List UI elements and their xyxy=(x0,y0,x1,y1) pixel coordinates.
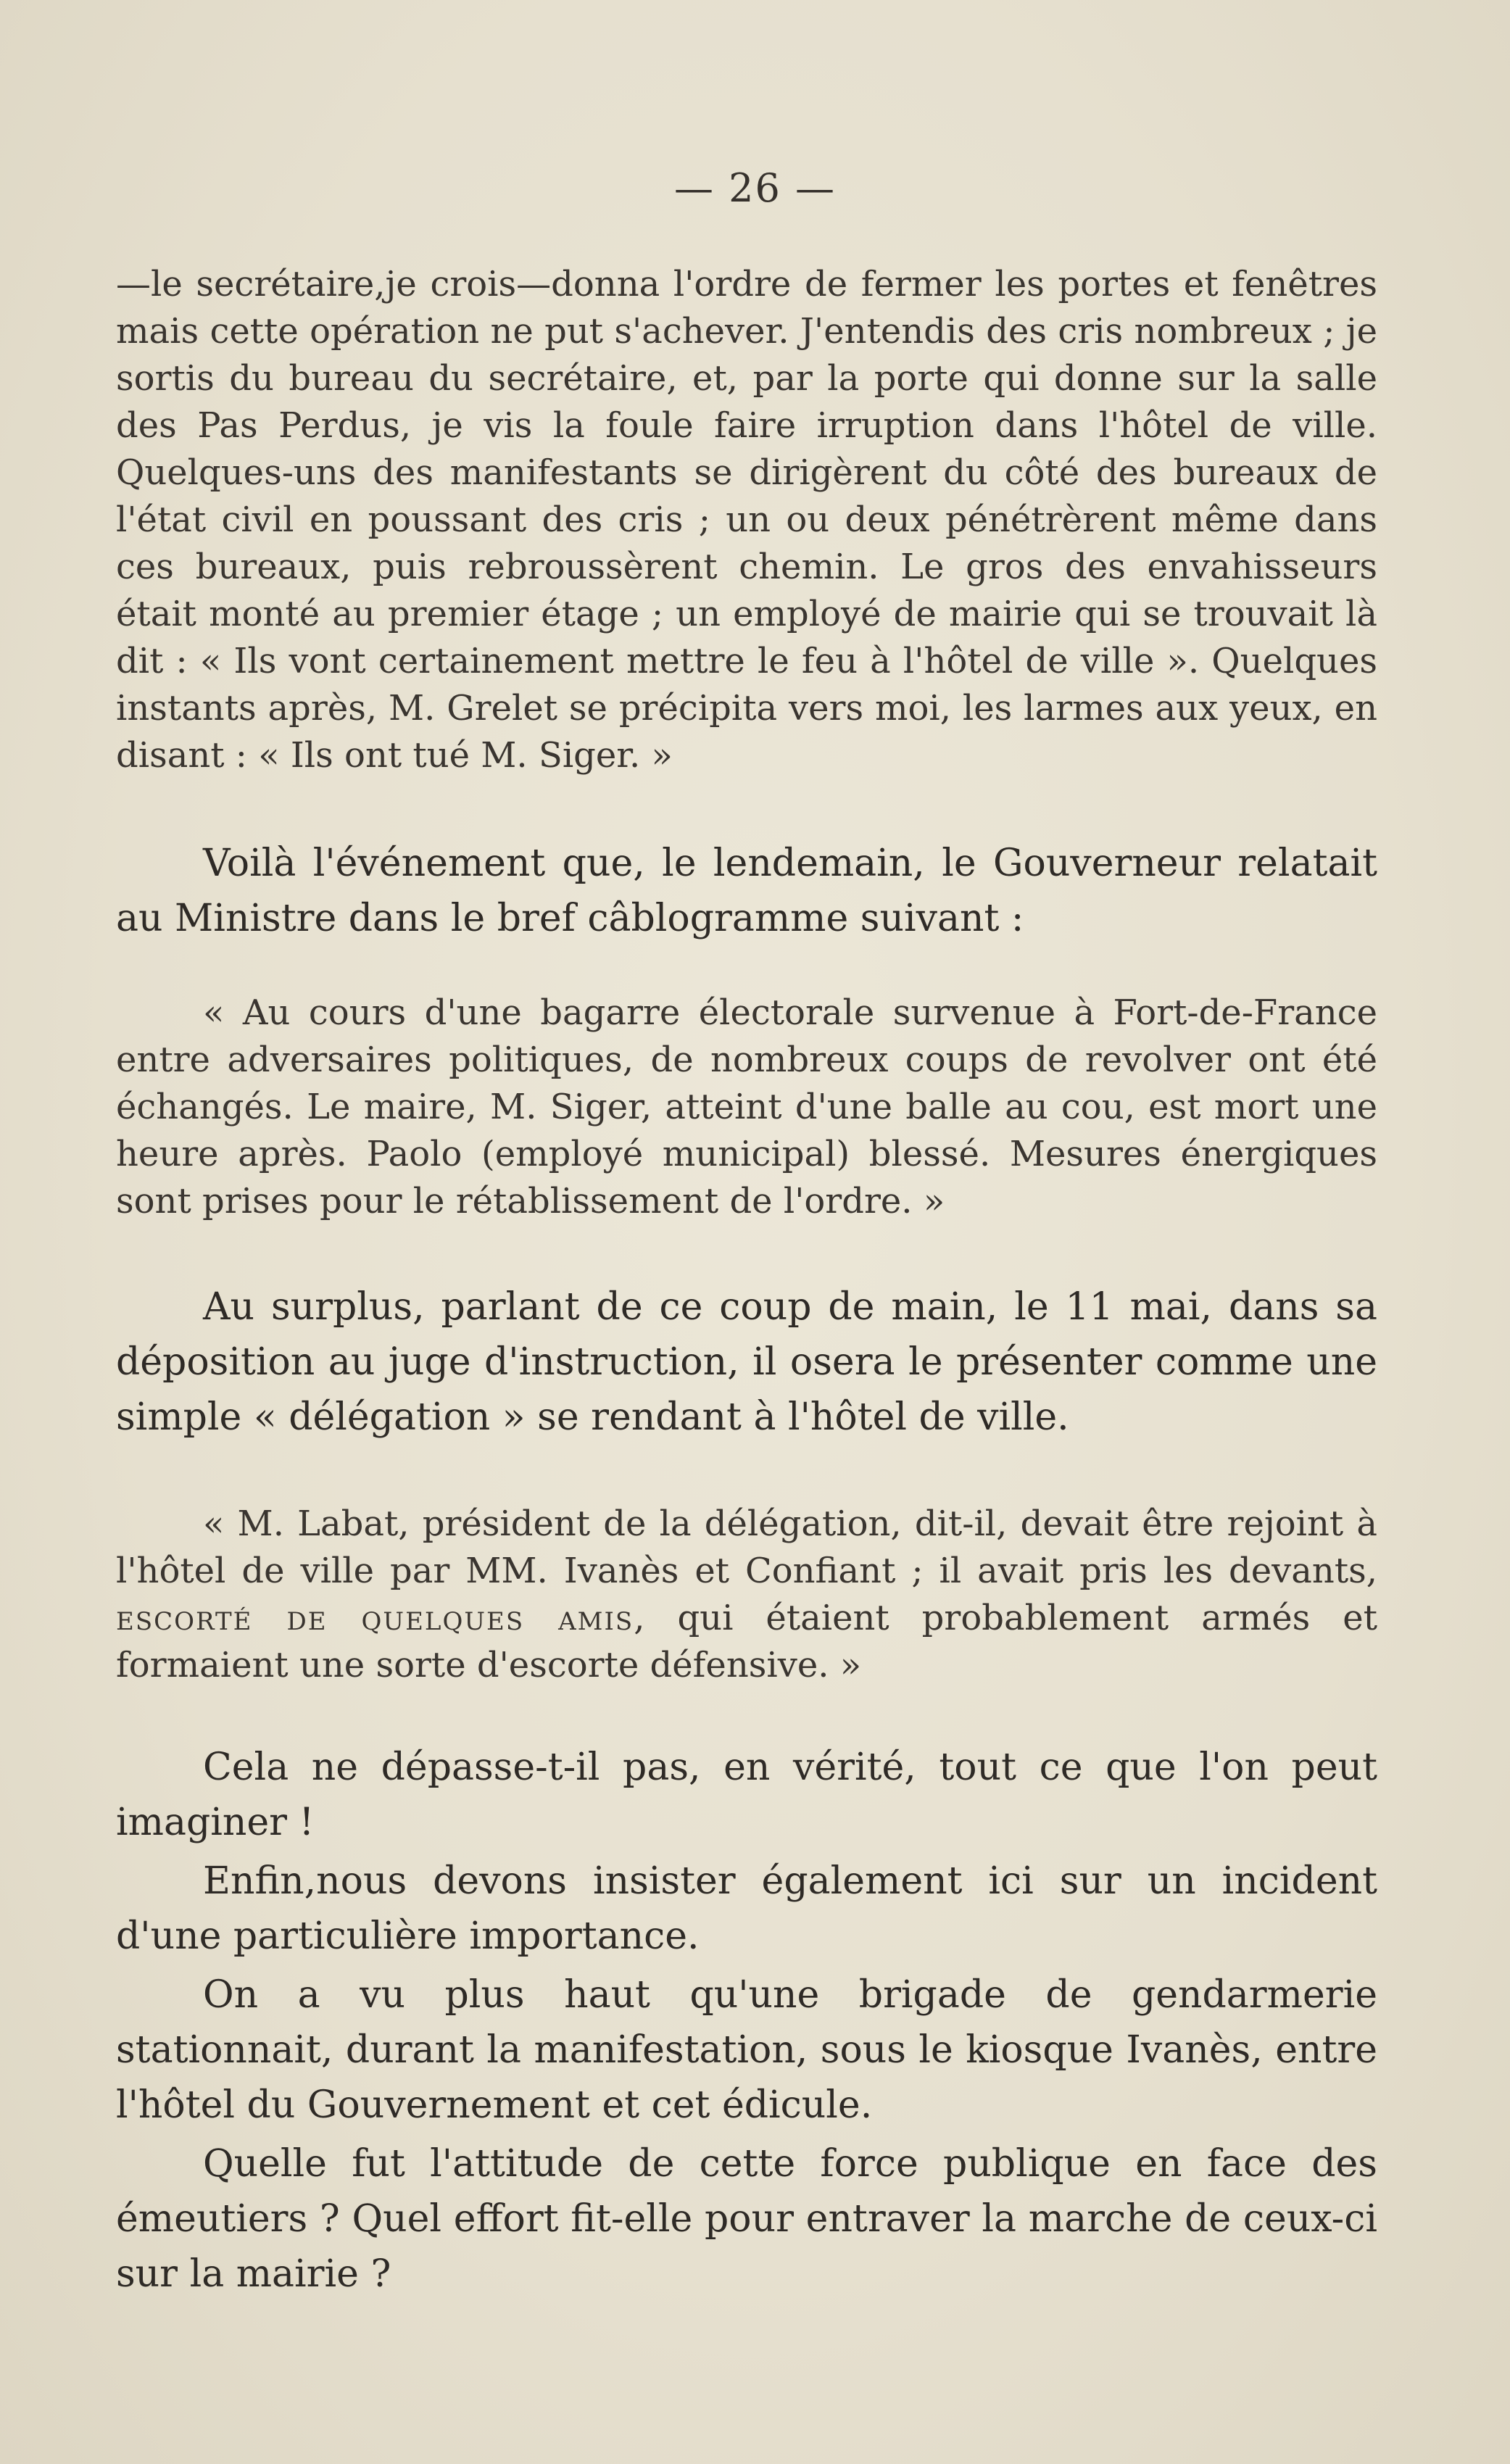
testimony-quote-text: —le secrétaire,je crois—donna l'ordre de fermer les portes et fenêtres mais cette opération ne put s'achever. J'entendis des cris nombreux ; je sortis du bureau du secrétaire, et, par la porte qui donne sur la salle des Pas Perdus, je vis la foule faire irruption dans l'hôtel de ville. Quelques-uns des manifestants se dirigèrent du côté des bureaux de l'état civil en poussant des cris ; un ou deux pénétrèrent même dans ces bureaux, puis rebroussèrent chemin. Le gros des envahisseurs était monté au premier étage ; un employé de mairie qui se trouvait là dit : « Ils vont certainement mettre le feu à l'hôtel de ville ». Quelques instants après, M. Grelet se précipita vers moi, les larmes aux yeux, en disant : « Ils ont tué M. Siger. » xyxy=(116,264,1377,776)
deposition-text: Au surplus, parlant de ce coup de main, le 11 mai, dans sa déposition au juge d'instruction, il osera le présenter comme une simple « délégation » se rendant à l'hôtel de ville. xyxy=(116,1285,1377,1439)
page-number: — 26 — xyxy=(673,165,837,211)
deposition-quote-paragraph xyxy=(116,1501,1377,1689)
deposition-quote-before: « M. Labat, président de la délégation, dit-il, devait être rejoint à l'hôtel de ville par MM. Ivanès et Confiant ; il avait pris les devants, xyxy=(116,1503,1377,1591)
deposition-quote-emphasis: escorté de quelques amis xyxy=(116,1598,634,1638)
intro-cablegram-text: Voilà l'événement que, le lendemain, le Gouverneur relatait au Ministre dans le bref câblogramme suivant : xyxy=(116,842,1377,940)
cablegram-quote-text: « Au cours d'une bagarre électorale survenue à Fort-de-France entre adversaires politiques, de nombreux coups de revolver ont été échangés. Le maire, M. Siger, atteint d'une balle au cou, est mort une heure après. Paolo (employé municipal) blessé. Mesures énergiques sont prises pour le rétablissement de l'ordre. » xyxy=(116,992,1377,1221)
closing-paragraph: Cela ne dépasse-t-il pas, en vérité, tout ce que l'on peut imaginer ! xyxy=(116,1746,1377,1844)
closing-paragraphs xyxy=(116,1740,1377,2305)
intro-cablegram-paragraph xyxy=(116,836,1377,946)
deposition-quote-after: , qui étaient probablement armés et formaient une sorte d'escorte défensive. » xyxy=(116,1598,1377,1685)
closing-paragraph: Quelle fut l'attitude de cette force publique en face des émeutiers ? Quel effort fit-elle pour entraver la marche de ceux-ci sur la mairie ? xyxy=(116,2142,1377,2296)
testimony-quote-paragraph xyxy=(116,261,1377,779)
deposition-paragraph xyxy=(116,1279,1377,1445)
cablegram-quote-paragraph xyxy=(116,990,1377,1225)
closing-paragraph: Enfin,nous devons insister également ici sur un incident d'une particulière importance. xyxy=(116,1859,1377,1958)
closing-paragraph: On a vu plus haut qu'une brigade de gendarmerie stationnait, durant la manifestation, sous le kiosque Ivanès, entre l'hôtel du Gouvernement et cet édicule. xyxy=(116,1973,1377,2127)
